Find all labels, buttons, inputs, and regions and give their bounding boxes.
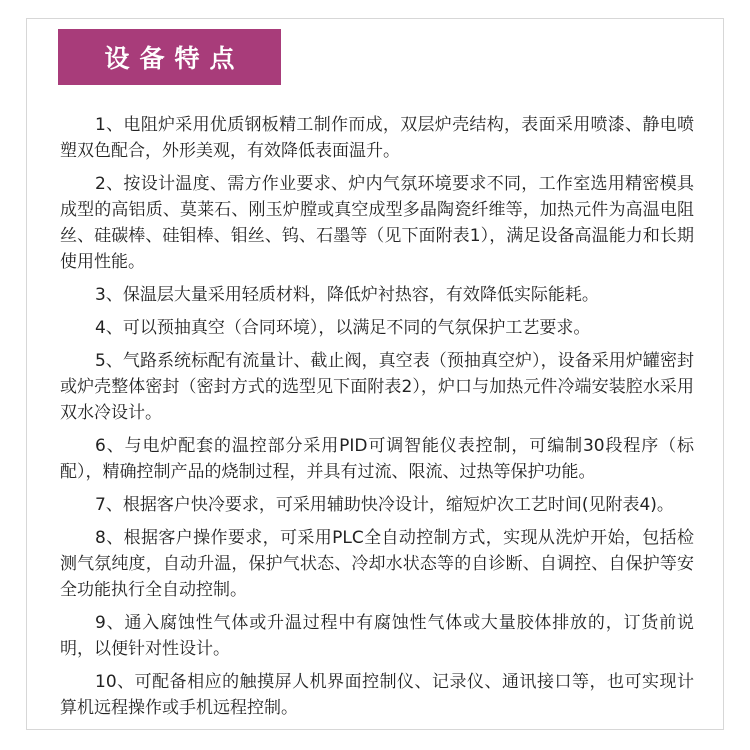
feature-item-1: 1、电阻炉采用优质钢板精工制作而成，双层炉壳结构，表面采用喷漆、静电喷塑双色配合，外形美观，有效降低表面温升。	[60, 115, 694, 161]
feature-item-4: 4、可以预抽真空（合同环境），以满足不同的气氛保护工艺要求。	[95, 318, 591, 338]
feature-list	[60, 112, 694, 728]
feature-item-5: 5、气路系统标配有流量计、截止阀，真空表（预抽真空炉），设备采用炉罐密封或炉壳整体密封（密封方式的选型见下面附表2），炉口与加热元件冷端安装腔水采用双水冷设计。	[60, 351, 694, 423]
section-title-banner	[58, 29, 281, 85]
feature-item-7: 7、根据客户快冷要求，可采用辅助快冷设计，缩短炉次工艺时间(见附表4)。	[95, 495, 674, 515]
feature-item-2: 2、按设计温度、需方作业要求、炉内气氛环境要求不同，工作室选用精密模具成型的高铝质、莫莱石、刚玉炉膛或真空成型多晶陶瓷纤维等，加热元件为高温电阻丝、硅碳棒、硅钼棒、钼丝、钨、石墨等（见下面附表1），满足设备高温能力和长期使用性能。	[60, 174, 694, 272]
feature-item-8: 8、根据客户操作要求，可采用PLC全自动控制方式，实现从洗炉开始，包括检测气氛纯度，自动升温，保护气状态、冷却水状态等的自诊断、自调控、自保护等安全功能执行全自动控制。	[60, 528, 694, 600]
feature-item-3: 3、保温层大量采用轻质材料，降低炉衬热容，有效降低实际能耗。	[95, 285, 599, 305]
section-title: 设备特点	[104, 44, 245, 73]
feature-item-10: 10、可配备相应的触摸屏人机界面控制仪、记录仪、通讯接口等，也可实现计算机远程操作或手机远程控制。	[60, 672, 694, 718]
feature-item-9: 9、通入腐蚀性气体或升温过程中有腐蚀性气体或大量胶体排放的，订货前说明，以便针对性设计。	[60, 613, 694, 659]
feature-item-6: 6、与电炉配套的温控部分采用PID可调智能仪表控制，可编制30段程序（标配），精确控制产品的烧制过程，并具有过流、限流、过热等保护功能。	[60, 436, 694, 482]
